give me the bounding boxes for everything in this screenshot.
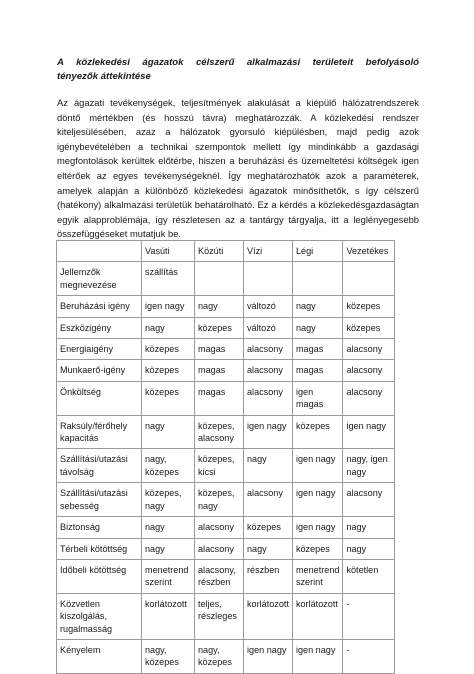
table-row (57, 483, 395, 517)
table-row (57, 639, 395, 673)
intro-paragraph: Az ágazati tevékenységek, teljesítmények alakulását a kiépülő hálózatrendszerek döntő mértékben (és hosszú távra) meghatározzák. A közlekedési rendszer kiteljesülésében, azaz a hálózatok gyorsuló kiépülésben, majd pedig azok igénybevételében a technikai szempontok mellett így mindinkább a gazdasági megfontolások kerültek előtérbe, hiszen a beruházási és üzemeltetési költségek igen eltérőek az egyes tevékenységeknél. Így meghatározhatók azok a paraméterek, amelyek alapján a különböző közlekedési ágazatok minősíthetők, s így célszerű (hatékony) alkalmazási területük behatárolható. Ez a kérdés a közlekedésgazdaságtan egyik alapproblémája, így részletesen az a tantárgy tárgyalja, itt a leglényegesebb összefüggéseket mutatjuk be. (57, 97, 419, 240)
table-cell: közepes (292, 415, 342, 449)
table-cell: igen nagy (292, 449, 342, 483)
section-heading (57, 56, 419, 83)
table-cell: nagy (292, 317, 342, 338)
row-label-cell: Biztonság (57, 517, 142, 538)
table-cell: menetrend szerint (142, 559, 195, 593)
table-cell: magas (292, 339, 342, 360)
table-cell: igen nagy (292, 639, 342, 673)
table-row (57, 296, 395, 317)
table-cell: alacsony (343, 360, 395, 381)
header-cell: Közúti (195, 241, 244, 262)
table-cell: nagy (292, 296, 342, 317)
table-cell: alacsony (343, 483, 395, 517)
table-cell (244, 262, 293, 296)
table-row (57, 517, 395, 538)
table-cell: közepes (343, 317, 395, 338)
table-cell: - (343, 593, 395, 639)
row-label-cell: Energiaigény (57, 339, 142, 360)
row-label-cell: Jellemzők megnevezése (57, 262, 142, 296)
table-cell: igen nagy (292, 483, 342, 517)
table-row (57, 262, 395, 296)
table-cell: nagy (142, 317, 195, 338)
table-cell: változó (244, 296, 293, 317)
table-cell: közepes, nagy (195, 483, 244, 517)
table-cell: nagy (142, 415, 195, 449)
table-cell: igen magas (292, 381, 342, 415)
header-cell: Légi (292, 241, 342, 262)
table-cell: nagy (195, 296, 244, 317)
table-cell: alacsony (343, 339, 395, 360)
table-cell: nagy, közepes (195, 639, 244, 673)
table-cell: nagy, igen nagy (343, 449, 395, 483)
table-cell: kötetlen (343, 559, 395, 593)
table-cell: alacsony (244, 381, 293, 415)
table-cell: alacsony (244, 360, 293, 381)
table-cell: nagy, közepes (142, 449, 195, 483)
table-cell: közepes (142, 381, 195, 415)
table-cell: igen nagy (244, 639, 293, 673)
table-cell: közepes (244, 517, 293, 538)
table-cell: nagy (244, 449, 293, 483)
table-cell: szállítás (142, 262, 195, 296)
table-row (57, 559, 395, 593)
header-cell (57, 241, 142, 262)
row-label-cell: Eszközigény (57, 317, 142, 338)
table-cell: alacsony (244, 339, 293, 360)
table-cell: igen nagy (343, 415, 395, 449)
table-cell: alacsony, részben (195, 559, 244, 593)
table-cell: részben (244, 559, 293, 593)
table-cell: korlátozott (244, 593, 293, 639)
row-label-cell: Időbeli kötöttség (57, 559, 142, 593)
table-cell: közepes (142, 339, 195, 360)
heading-line-1: A közlekedési ágazatok célszerű alkalmazási területeit befolyásoló (57, 57, 419, 68)
table-row (57, 360, 395, 381)
row-label-cell: Önköltség (57, 381, 142, 415)
table-cell: nagy (244, 538, 293, 559)
table-cell: - (343, 639, 395, 673)
table-header-row (57, 241, 395, 262)
table-row (57, 339, 395, 360)
header-cell: Vízi (244, 241, 293, 262)
table-cell: teljes, részleges (195, 593, 244, 639)
table-cell: nagy (142, 538, 195, 559)
table-cell: magas (195, 360, 244, 381)
row-label-cell: Munkaerő-igény (57, 360, 142, 381)
table-cell: közepes, kicsi (195, 449, 244, 483)
table-row (57, 593, 395, 639)
table-cell: alacsony (195, 517, 244, 538)
row-label-cell: Szállítási/utazási távolság (57, 449, 142, 483)
heading-line-2: tényezők áttekintése (57, 70, 151, 82)
table-cell: közepes (343, 296, 395, 317)
row-label-cell: Kényelem (57, 639, 142, 673)
table-cell: igen nagy (244, 415, 293, 449)
table-body (57, 262, 395, 673)
table-cell: változó (244, 317, 293, 338)
table-row (57, 449, 395, 483)
table-row (57, 538, 395, 559)
table-cell (292, 262, 342, 296)
table-cell: korlátozott (292, 593, 342, 639)
table-cell (343, 262, 395, 296)
table-cell: közepes (142, 360, 195, 381)
table-cell: alacsony (343, 381, 395, 415)
table-cell: korlátozott (142, 593, 195, 639)
row-label-cell: Közvetlen kiszolgálás, rugalmasság (57, 593, 142, 639)
row-label-cell: Beruházási igény (57, 296, 142, 317)
table-cell: alacsony (195, 538, 244, 559)
table-cell: nagy (142, 517, 195, 538)
table-cell: nagy (343, 538, 395, 559)
row-label-cell: Raksúly/férőhely kapacitás (57, 415, 142, 449)
table-cell: közepes (292, 538, 342, 559)
table-cell: nagy (343, 517, 395, 538)
table-cell: igen nagy (142, 296, 195, 317)
table-cell: alacsony (244, 483, 293, 517)
table-cell: nagy, közepes (142, 639, 195, 673)
header-cell: Vasúti (142, 241, 195, 262)
transport-comparison-table (56, 240, 395, 674)
table-row (57, 415, 395, 449)
row-label-cell: Térbeli kötöttség (57, 538, 142, 559)
table-cell: közepes, alacsony (195, 415, 244, 449)
table-cell: magas (195, 339, 244, 360)
table-cell (195, 262, 244, 296)
table-row (57, 381, 395, 415)
table-cell: igen nagy (292, 517, 342, 538)
row-label-cell: Szállítási/utazási sebesség (57, 483, 142, 517)
table-cell: magas (292, 360, 342, 381)
table-cell: magas (195, 381, 244, 415)
header-cell: Vezetékes (343, 241, 395, 262)
table-row (57, 317, 395, 338)
table-cell: közepes, nagy (142, 483, 195, 517)
table-cell: menetrend szerint (292, 559, 342, 593)
table-cell: közepes (195, 317, 244, 338)
